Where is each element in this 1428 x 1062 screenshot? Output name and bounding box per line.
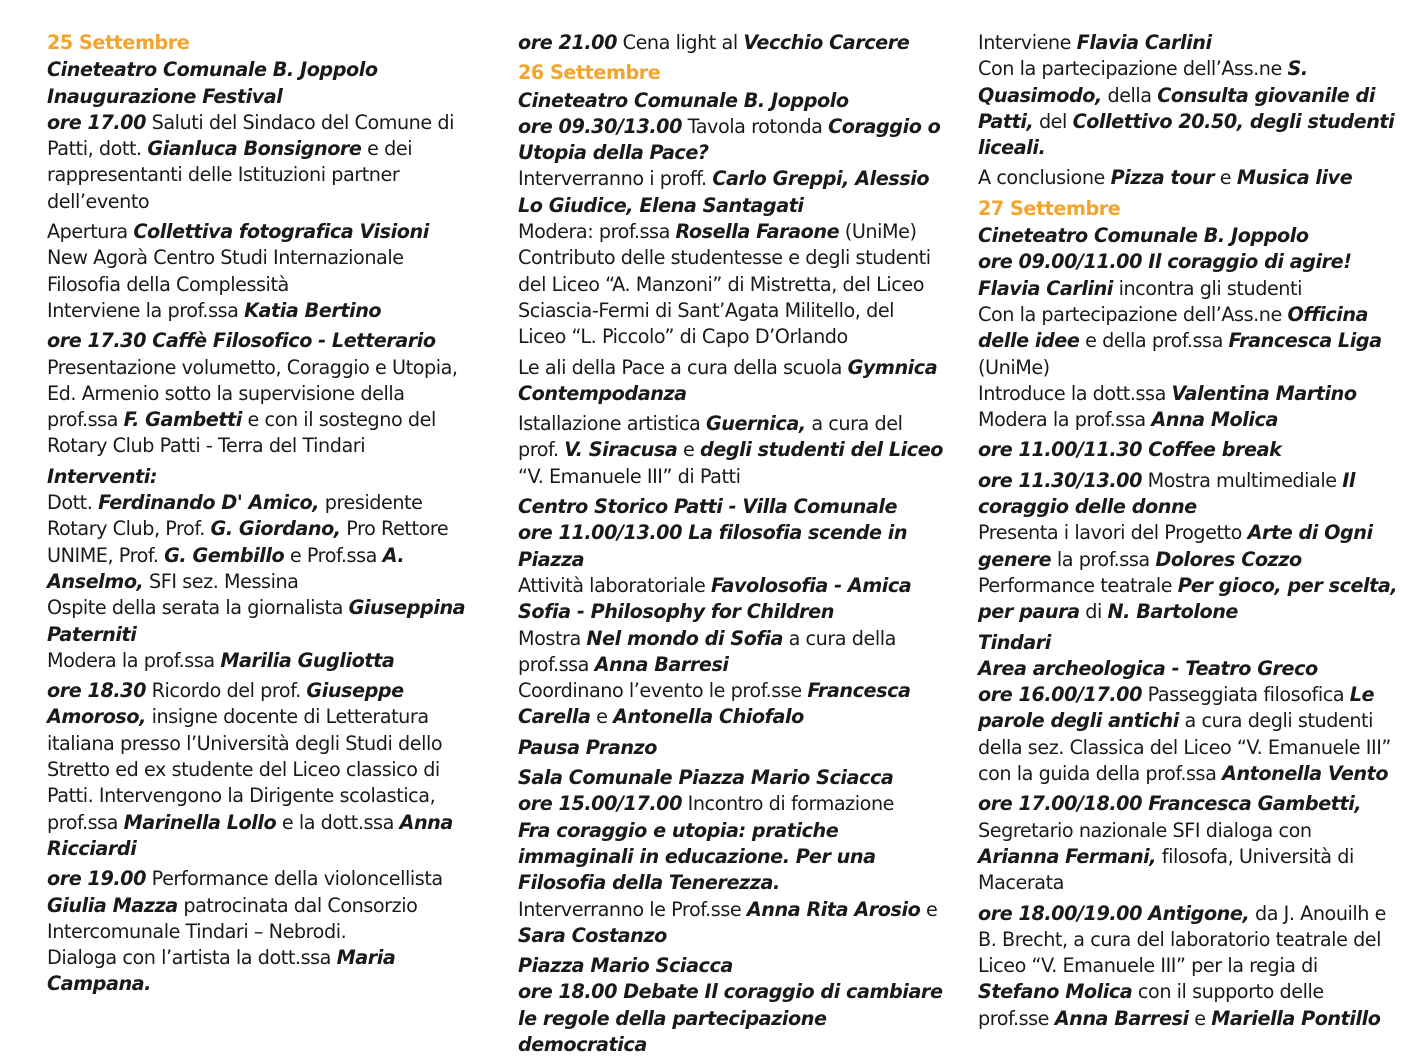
emphasis-text: Arianna Fermani,	[978, 844, 1157, 868]
plain-text: di	[1079, 600, 1108, 624]
emphasis-text: Cineteatro Comunale B. Joppolo	[518, 88, 849, 112]
emphasis-text: ore 11.00/13.00 La filosofia scende in Piazza	[518, 521, 908, 571]
plain-text: e la dott.ssa	[276, 810, 400, 834]
emphasis-text: ore 19.00	[47, 867, 146, 891]
plain-text: con il supporto delle prof.sse	[978, 980, 1324, 1030]
emphasis-text: Maria Campana.	[47, 946, 396, 996]
program-item	[978, 437, 1398, 463]
emphasis-text: Collettiva fotografica Visioni	[133, 220, 429, 244]
plain-text: 26 Settembre	[518, 61, 661, 85]
plain-text: e	[920, 897, 938, 921]
emphasis-text: Antonella Vento	[1222, 762, 1389, 786]
plain-text: Modera la prof.ssa	[47, 648, 221, 672]
plain-text: patrocinata dal Consorzio Intercomunale Tindari – Nebrodi.	[47, 893, 418, 943]
emphasis-text: Nel mondo di Sofia	[586, 626, 783, 650]
emphasis-text: Inaugurazione Festival	[47, 84, 283, 108]
emphasis-text: Marilia Gugliotta	[220, 648, 395, 672]
plain-text: Apertura	[47, 220, 134, 244]
program-column-2	[518, 30, 943, 1062]
plain-text: Attività laboratoriale	[518, 573, 712, 597]
plain-text: insigne docente di Letteratura italiana presso l’Università degli Studi dello Stretto ed ex studente del Liceo classico di Patti. Intervengono la Dirigente scolastica, prof.ssa	[47, 705, 443, 834]
program-item	[47, 464, 472, 674]
plain-text: Dialoga con l’artista la dott.ssa	[47, 946, 337, 970]
program-item	[47, 866, 472, 997]
emphasis-text: Sala Comunale Piazza Mario Sciacca	[518, 766, 894, 790]
program-item	[978, 223, 1398, 433]
date-heading	[978, 196, 1398, 222]
emphasis-text: N. Bartolone	[1107, 600, 1238, 624]
emphasis-text: Anna Ricciardi	[47, 810, 453, 860]
plain-text: Tavola rotonda	[681, 114, 829, 138]
plain-text: Incontro di formazione	[681, 792, 895, 816]
program-item	[518, 30, 943, 56]
plain-text: Con la partecipazione dell’Ass.ne	[978, 57, 1288, 81]
plain-text: e	[677, 438, 700, 462]
plain-text: la prof.ssa	[1051, 547, 1156, 571]
program-item	[518, 953, 943, 1058]
emphasis-text: Marinella Lollo	[123, 810, 277, 834]
emphasis-text: Gianluca Bonsignore	[147, 137, 362, 161]
program-item	[978, 468, 1398, 626]
emphasis-text: Vecchio Carcere	[743, 31, 910, 54]
emphasis-text: Antonella Chiofalo	[613, 705, 804, 729]
plain-text: Interviene	[978, 31, 1077, 54]
plain-text: e	[1214, 166, 1237, 190]
emphasis-text: Arte di Ogni genere	[978, 521, 1373, 571]
plain-text: Segretario nazionale SFI dialoga con	[978, 818, 1312, 842]
emphasis-text: Valentina Martino	[1171, 381, 1357, 405]
plain-text: Performance della violoncellista	[145, 867, 443, 891]
plain-text: SFI sez. Messina	[143, 569, 299, 593]
program-item	[518, 88, 943, 351]
plain-text: da J. Anouilh e B. Brecht, a cura del laboratorio teatrale del Liceo “V. Emanuele III” per la regia di	[978, 901, 1387, 978]
plain-text: Mostra	[518, 626, 587, 650]
emphasis-text: Sara Costanzo	[518, 923, 667, 947]
plain-text: Saluti del Sindaco del Comune di Patti, dott.	[47, 110, 455, 161]
plain-text: a cura degli studenti della sez. Classica del Liceo “V. Emanuele III” con la guida della prof.ssa	[978, 709, 1391, 786]
plain-text: Passeggiata filosofica	[1141, 683, 1350, 707]
plain-text: Cena light al	[616, 31, 744, 54]
plain-text: a cura del prof.	[518, 412, 903, 462]
plain-text: Le ali della Pace a cura della scuola	[518, 355, 848, 379]
plain-text: Pro Rettore UNIME, Prof.	[47, 517, 449, 567]
emphasis-text: Giuseppina Paterniti	[47, 596, 466, 646]
emphasis-text: S. Quasimodo,	[978, 57, 1308, 107]
emphasis-text: Mariella Pontillo	[1211, 1006, 1381, 1030]
emphasis-text: Area archeologica - Teatro Greco	[978, 656, 1318, 680]
emphasis-text: degli studenti del Liceo	[700, 438, 943, 462]
emphasis-text: Anna Barresi	[594, 652, 729, 676]
emphasis-text: Rosella Faraone	[675, 220, 840, 244]
emphasis-text: Giuseppe Amoroso,	[47, 679, 404, 729]
plain-text: e della prof.ssa	[1079, 329, 1229, 353]
emphasis-text: Carlo Greppi, Alessio Lo Giudice, Elena Santagati	[518, 167, 930, 217]
emphasis-text: Fra coraggio e utopia: pratiche immaginali in educazione. Per una Filosofia della Tenerezza.	[518, 818, 876, 895]
emphasis-text: Musica live	[1236, 166, 1353, 190]
emphasis-text: Anna Molica	[1151, 408, 1278, 432]
emphasis-text: Officina delle idee	[978, 302, 1369, 353]
plain-text: Coordinano l’evento le prof.sse	[518, 679, 808, 703]
emphasis-text: Pausa Pranzo	[518, 735, 657, 759]
plain-text: a cura della prof.ssa	[518, 626, 896, 676]
emphasis-text: A. Anselmo,	[47, 543, 405, 593]
plain-text: Interverranno i proff.	[518, 167, 713, 191]
plain-text: Presenta i lavori del Progetto	[978, 521, 1248, 545]
program-item	[518, 765, 943, 949]
plain-text: Ricordo del prof.	[145, 679, 307, 703]
emphasis-text: Flavia Carlini	[1076, 31, 1212, 54]
emphasis-text: Il coraggio delle donne	[978, 468, 1356, 519]
emphasis-text: ore 18.00/19.00 Antigone,	[978, 901, 1250, 925]
emphasis-text: Francesca Carella	[518, 679, 911, 729]
emphasis-text: Francesca Liga	[1228, 329, 1382, 353]
program-item	[518, 411, 943, 490]
plain-text: 27 Settembre	[978, 196, 1121, 220]
program-item	[978, 791, 1398, 896]
emphasis-text: Giulia Mazza	[47, 893, 178, 917]
emphasis-text: Piazza Mario Sciacca	[518, 954, 733, 978]
plain-text: e Prof.ssa	[284, 543, 383, 567]
emphasis-text: ore 11.30/13.00	[978, 468, 1142, 492]
plain-text: presidente Rotary Club, Prof.	[47, 491, 423, 541]
emphasis-text: ore 18.30	[47, 679, 146, 703]
emphasis-text: ore 11.00/11.30 Coffee break	[978, 438, 1282, 462]
plain-text: e	[1188, 1006, 1212, 1030]
plain-text: Modera la prof.ssa	[978, 408, 1152, 432]
emphasis-text: Favolosofia - Amica Sofia - Philosophy for Children	[518, 573, 912, 624]
program-item	[47, 57, 472, 215]
emphasis-text: ore 17.30 Caffè Filosofico - Letterario	[47, 329, 436, 353]
program-item	[978, 165, 1398, 191]
emphasis-text: Centro Storico Patti - Villa Comunale	[518, 495, 898, 519]
emphasis-text: Stefano Molica	[978, 980, 1133, 1004]
program-column-3	[978, 30, 1398, 1036]
date-heading	[47, 30, 472, 56]
plain-text: (UniMe)	[978, 355, 1050, 379]
emphasis-text: Tindari	[978, 630, 1051, 654]
program-item	[518, 735, 943, 761]
program-item	[978, 901, 1398, 1032]
emphasis-text: ore 16.00/17.00	[978, 683, 1142, 707]
plain-text: (UniMe)	[839, 220, 917, 244]
program-item	[518, 494, 943, 731]
plain-text: A conclusione	[978, 166, 1111, 190]
plain-text: Presentazione volumetto, Coraggio e Utopia, Ed. Armenio sotto la supervisione della prof.ssa	[47, 355, 458, 432]
emphasis-text: ore 17.00/18.00 Francesca Gambetti,	[978, 792, 1362, 816]
plain-text: New Agorà Centro Studi Internazionale Filosofia della Complessità	[47, 246, 404, 296]
emphasis-text: V. Siracusa	[564, 438, 678, 462]
plain-text: e	[590, 705, 614, 729]
emphasis-text: Gymnica Contempodanza	[518, 355, 938, 405]
emphasis-text: ore 09.30/13.00	[518, 114, 682, 138]
emphasis-text: F. Gambetti	[123, 408, 242, 432]
plain-text: Contributo delle studentesse e degli studenti del Liceo “A. Manzoni” di Mistretta, del Liceo Sciascia-Fermi di Sant’Agata Militello, del Liceo “L. Piccolo” di Capo D’Orlando	[518, 246, 931, 349]
emphasis-text: Guernica,	[705, 412, 806, 436]
plain-text: “V. Emanuele III” di Patti	[518, 464, 741, 488]
emphasis-text: Coraggio o Utopia della Pace?	[518, 114, 941, 165]
emphasis-text: Le parole degli antichi	[978, 683, 1375, 733]
emphasis-text: ore 17.00	[47, 110, 146, 134]
plain-text: 25 Settembre	[47, 31, 190, 54]
emphasis-text: Katia Bertino	[244, 298, 382, 322]
emphasis-text: G. Gembillo	[164, 543, 285, 567]
program-item	[978, 630, 1398, 788]
program-item	[978, 30, 1398, 161]
emphasis-text: Anna Rita Arosio	[746, 897, 921, 921]
plain-text: filosofa, Università di Macerata	[978, 844, 1354, 895]
plain-text: del	[1033, 109, 1073, 133]
emphasis-text: Consulta giovanile di Patti,	[978, 83, 1375, 133]
plain-text: e con il sostegno del Rotary Club Patti - Terra del Tindari	[47, 408, 436, 458]
plain-text: Dott.	[47, 491, 99, 515]
program-item	[47, 678, 472, 862]
plain-text: della	[1101, 83, 1158, 107]
emphasis-text: ore 21.00	[518, 31, 617, 54]
plain-text: Performance teatrale	[978, 573, 1178, 597]
plain-text: Introduce la dott.ssa	[978, 381, 1172, 405]
plain-text: e dei rappresentanti delle Istituzioni partner dell’evento	[47, 137, 413, 213]
emphasis-text: Cineteatro Comunale B. Joppolo	[47, 58, 378, 82]
program-item	[47, 219, 472, 324]
plain-text: Interviene la prof.ssa	[47, 298, 245, 322]
emphasis-text: ore 15.00/17.00	[518, 792, 682, 816]
emphasis-text: ore 18.00 Debate Il coraggio di cambiare le regole della partecipazione democratica	[518, 980, 943, 1056]
program-column-1	[47, 30, 472, 1002]
emphasis-text: Interventi:	[47, 464, 158, 488]
emphasis-text: Per gioco, per scelta, per paura	[978, 573, 1398, 624]
emphasis-text: Collettivo 20.50, degli studenti liceali.	[978, 109, 1395, 160]
emphasis-text: Anna Barresi	[1054, 1006, 1189, 1030]
emphasis-text: G. Giordano,	[210, 517, 341, 541]
emphasis-text: Dolores Cozzo	[1155, 547, 1302, 571]
program-item	[518, 355, 943, 408]
plain-text: Istallazione artistica	[518, 412, 706, 436]
date-heading	[518, 60, 943, 86]
emphasis-text: ore 09.00/11.00 Il coraggio di agire! Flavia Carlini	[978, 250, 1352, 300]
plain-text: Con la partecipazione dell’Ass.ne	[978, 302, 1288, 326]
plain-text: Ospite della serata la giornalista	[47, 596, 349, 620]
emphasis-text: Ferdinando D' Amico,	[98, 491, 320, 515]
plain-text: Interverranno le Prof.sse	[518, 897, 747, 921]
plain-text: Modera: prof.ssa	[518, 220, 676, 244]
emphasis-text: Cineteatro Comunale B. Joppolo	[978, 224, 1309, 248]
emphasis-text: Pizza tour	[1110, 166, 1215, 190]
program-item	[47, 328, 472, 459]
plain-text: Mostra multimediale	[1141, 468, 1343, 492]
plain-text: incontra gli studenti	[1112, 276, 1302, 300]
